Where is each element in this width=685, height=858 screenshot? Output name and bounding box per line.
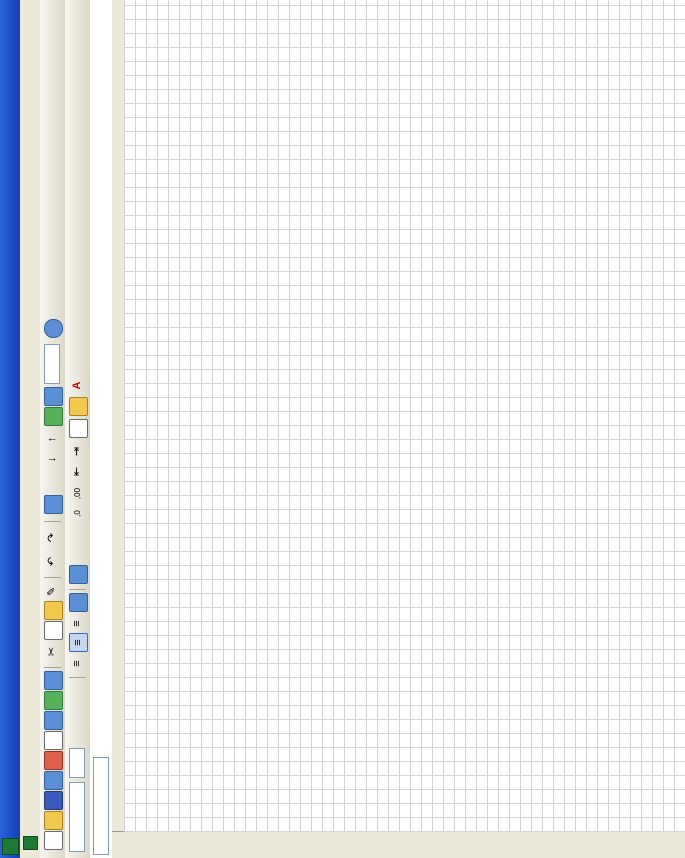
zoom-select[interactable] <box>44 344 60 384</box>
increase-decimal-icon[interactable]: ,0 <box>73 510 82 517</box>
font-name-select[interactable] <box>69 782 85 852</box>
sort-descending-icon[interactable]: ↑ <box>46 436 58 443</box>
document-icon[interactable] <box>23 836 38 850</box>
print-icon[interactable] <box>44 731 63 750</box>
menu-bar <box>20 0 41 858</box>
paste-icon[interactable] <box>44 601 63 620</box>
comma-style-button[interactable] <box>69 527 86 544</box>
formula-bar <box>90 0 113 858</box>
redo-icon[interactable]: ↷ <box>46 532 58 543</box>
save-icon[interactable] <box>44 791 63 810</box>
copy-icon[interactable] <box>44 621 63 640</box>
standard-toolbar <box>40 0 66 858</box>
open-icon[interactable] <box>44 811 63 830</box>
spelling-icon[interactable] <box>44 691 63 710</box>
drawing-icon[interactable] <box>44 387 63 406</box>
select-all-corner[interactable] <box>112 831 124 858</box>
decrease-indent-icon[interactable]: ⇤ <box>71 466 83 477</box>
sort-ascending-icon[interactable]: ↓ <box>46 456 58 463</box>
align-left-icon[interactable]: ≡ <box>71 660 83 667</box>
bold-button[interactable] <box>69 723 86 740</box>
italic-button[interactable] <box>69 703 86 720</box>
print-preview-icon[interactable] <box>44 711 63 730</box>
increase-indent-icon[interactable]: ⇥ <box>71 446 83 457</box>
font-color-icon[interactable]: A <box>71 381 83 390</box>
font-size-select[interactable] <box>69 748 85 778</box>
help-icon[interactable] <box>44 319 63 338</box>
cut-icon[interactable]: ✂ <box>46 646 58 657</box>
align-right-icon[interactable]: ≡ <box>71 620 83 627</box>
align-center-icon[interactable]: ≡ <box>69 633 88 652</box>
email-icon[interactable] <box>44 751 63 770</box>
currency-icon[interactable] <box>69 565 88 584</box>
worksheet-grid[interactable] <box>124 0 685 832</box>
hyperlink-icon[interactable] <box>44 495 63 514</box>
autosum-icon[interactable] <box>44 475 61 492</box>
row-headers <box>124 831 685 858</box>
decrease-decimal-icon[interactable]: ,00 <box>73 487 82 500</box>
new-icon[interactable] <box>44 831 63 850</box>
research-icon[interactable] <box>44 671 63 690</box>
merge-center-icon[interactable] <box>69 593 88 612</box>
underline-button[interactable] <box>69 683 86 700</box>
fill-color-icon[interactable] <box>69 397 88 416</box>
excel-app-icon[interactable] <box>2 838 19 855</box>
borders-icon[interactable] <box>69 419 88 438</box>
montage-graph <box>124 0 685 832</box>
chart-wizard-icon[interactable] <box>44 407 63 426</box>
formatting-toolbar <box>65 0 91 858</box>
name-box[interactable] <box>93 757 109 855</box>
undo-icon[interactable]: ↶ <box>46 556 58 567</box>
format-painter-icon[interactable]: ✎ <box>46 586 58 597</box>
percent-style-button[interactable] <box>69 547 86 564</box>
permission-icon[interactable] <box>44 771 63 790</box>
title-bar <box>0 0 20 858</box>
